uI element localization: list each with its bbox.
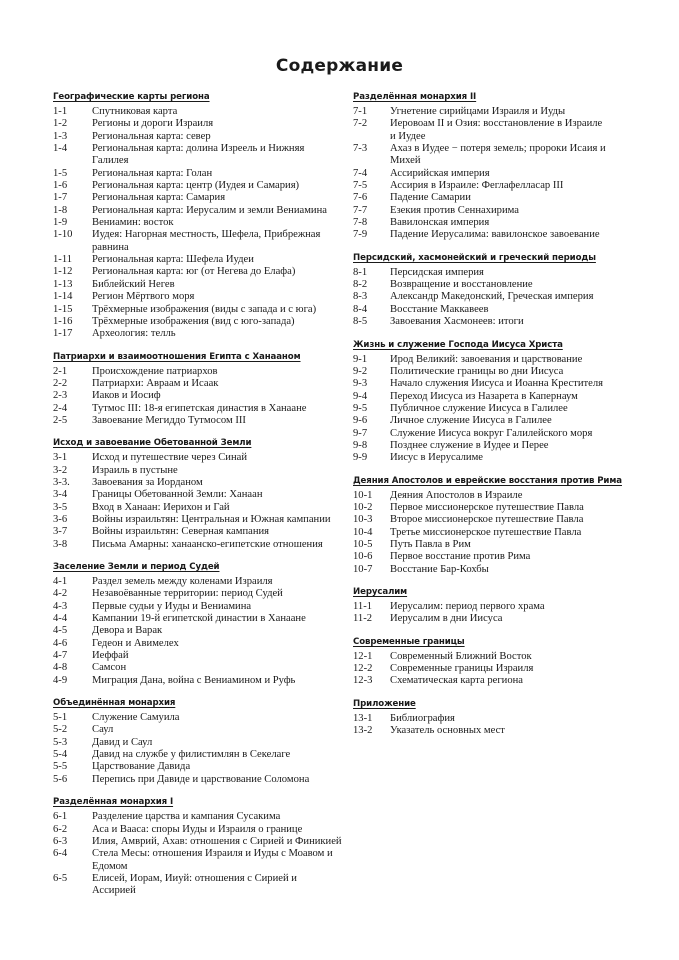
entry-title: Возвращение и восстановление <box>390 279 533 291</box>
entry-title: Войны израильтян: Северная кампания <box>92 526 270 538</box>
toc-entry[interactable] <box>53 291 343 303</box>
entry-title: Ахаз в Иудее − потеря земель; пророки Исаия и Михей <box>390 143 606 167</box>
section-heading: Объединённая монархия <box>53 698 176 709</box>
entry-number: 10-7 <box>353 563 373 575</box>
entry-title: Завоевание Мегиддо Тутмосом III <box>92 414 246 426</box>
toc-entry[interactable] <box>353 291 653 303</box>
toc-section <box>353 92 653 242</box>
toc-section <box>53 438 343 551</box>
entry-number: 1-2 <box>53 118 68 130</box>
toc-entry[interactable] <box>53 106 343 118</box>
entry-number: 1-9 <box>53 217 68 229</box>
entry-title: Царствование Давида <box>92 761 191 773</box>
toc-entry[interactable] <box>53 217 343 229</box>
entry-number: 3-1 <box>53 452 68 464</box>
entry-number: 8-2 <box>353 279 368 291</box>
entry-title: Региональная карта: Шефела Иудеи <box>92 254 254 266</box>
toc-entry[interactable] <box>353 663 653 675</box>
entry-number: 7-5 <box>353 180 368 192</box>
section-heading: Заселение Земли и период Судей <box>53 562 220 572</box>
entry-title: Самсон <box>92 662 127 674</box>
toc-entry[interactable] <box>353 192 653 204</box>
toc-column-right <box>353 92 653 748</box>
entry-title: Езекия против Сеннахирима <box>390 204 519 216</box>
toc-entry[interactable] <box>353 205 653 217</box>
section-heading: Персидский, хасмонейский и греческий периоды <box>353 252 596 263</box>
entry-title: Иаков и Иосиф <box>92 390 161 402</box>
toc-entry[interactable] <box>353 527 653 539</box>
entry-title: Схематическая карта региона <box>390 675 524 687</box>
entry-title: Девора и Варак <box>92 625 163 637</box>
entry-title: Региональная карта: Самария <box>92 192 226 204</box>
entry-title: Аса и Вааса: споры Иуды и Израиля о границе <box>92 823 303 835</box>
entry-title: Служение Иисуса вокруг Галилейского моря <box>390 427 593 439</box>
entry-number: 1-3 <box>53 130 68 142</box>
section-heading: Разделённая монархия I <box>53 797 174 808</box>
entry-title: Служение Самуила <box>92 712 180 724</box>
toc-entry[interactable] <box>53 749 343 761</box>
toc-entry[interactable] <box>53 588 343 600</box>
entry-number: 10-3 <box>353 514 373 526</box>
toc-entry[interactable] <box>353 651 653 663</box>
toc-section <box>353 699 653 738</box>
entry-number: 1-8 <box>53 204 68 216</box>
entry-number: 9-7 <box>353 427 368 439</box>
entry-number: 6-4 <box>53 848 68 860</box>
toc-entry[interactable] <box>353 613 653 625</box>
toc-entry[interactable] <box>53 328 343 340</box>
entry-title: Ирод Великий: завоевания и царствование <box>390 353 583 365</box>
toc-entry[interactable] <box>353 267 653 279</box>
entry-number: 7-6 <box>353 192 368 204</box>
toc-entry[interactable] <box>353 502 653 514</box>
toc-section <box>53 797 343 897</box>
toc-entry[interactable] <box>353 217 653 229</box>
entry-number: 5-1 <box>53 712 68 724</box>
toc-entry[interactable] <box>53 452 343 464</box>
entry-number: 8-3 <box>353 291 368 303</box>
entry-number: 7-3 <box>353 143 368 155</box>
entry-title: Указатель основных мест <box>390 725 505 737</box>
toc-entry[interactable] <box>353 354 653 366</box>
toc-entry[interactable] <box>353 601 653 613</box>
toc-entry[interactable] <box>53 143 343 168</box>
toc-entry[interactable] <box>353 675 653 687</box>
toc-entry[interactable] <box>53 625 343 637</box>
toc-section <box>53 92 343 341</box>
entry-title: Деяния Апостолов в Израиле <box>390 489 523 501</box>
entry-number: 9-4 <box>353 390 368 402</box>
toc-entry[interactable] <box>53 576 343 588</box>
entry-title: Исход и путешествие через Синай <box>92 452 247 464</box>
entry-title: Перепись при Давиде и царствование Соломона <box>92 773 310 785</box>
entry-number: 3-4 <box>53 489 68 501</box>
toc-column-left <box>53 92 343 909</box>
entry-number: 2-2 <box>53 377 68 389</box>
entry-title: Публичное служение Иисуса в Галилее <box>390 402 568 414</box>
toc-entry[interactable] <box>53 724 343 736</box>
toc-entry[interactable] <box>53 848 343 873</box>
entry-number: 3-5 <box>53 501 68 513</box>
section-heading: Приложение <box>353 698 416 709</box>
toc-entry[interactable] <box>53 613 343 625</box>
entry-title: Спутниковая карта <box>92 106 178 117</box>
toc-entry[interactable] <box>353 106 653 118</box>
toc-entry[interactable] <box>53 774 343 786</box>
toc-entry[interactable] <box>53 737 343 749</box>
entry-title: Завоевания за Иорданом <box>92 476 203 488</box>
entry-title: Иерусалим: период первого храма <box>390 601 545 612</box>
entry-number: 9-9 <box>353 452 368 464</box>
entry-number: 7-1 <box>353 106 368 117</box>
toc-entry[interactable] <box>53 650 343 662</box>
entry-number: 6-3 <box>53 835 68 847</box>
entry-title: Библиография <box>390 712 455 724</box>
entry-title: Завоевания Хасмонеев: итоги <box>390 316 524 328</box>
entry-title: Иеровоам II и Озия: восстановление в Израиле и Иудее <box>390 118 603 142</box>
entry-number: 4-6 <box>53 637 68 649</box>
toc-entry[interactable] <box>53 761 343 773</box>
entry-number: 4-1 <box>53 576 68 587</box>
toc-entry[interactable] <box>53 415 343 427</box>
toc-entry[interactable] <box>353 514 653 526</box>
entry-number: 8-5 <box>353 316 368 328</box>
entry-number: 5-3 <box>53 736 68 748</box>
entry-number: 11-2 <box>353 613 373 625</box>
toc-entry[interactable] <box>53 811 343 823</box>
toc-entry[interactable] <box>353 366 653 378</box>
entry-number: 7-8 <box>353 217 368 229</box>
toc-entry[interactable] <box>53 316 343 328</box>
entry-title: Трёхмерные изображения (вид с юго-запада) <box>92 315 295 327</box>
section-heading: Жизнь и служение Господа Иисуса Христа <box>353 339 563 350</box>
entry-title: Иеффай <box>92 650 129 662</box>
entry-number: 7-2 <box>353 118 368 130</box>
entry-title: Первое миссионерское путешествие Павла <box>390 501 584 513</box>
toc-entry[interactable] <box>53 131 343 143</box>
entry-title: Израиль в пустыне <box>92 464 178 476</box>
toc-entry[interactable] <box>53 168 343 180</box>
entry-number: 4-9 <box>53 674 68 686</box>
entry-title: Позднее служение в Иудее и Перее <box>390 439 549 451</box>
toc-section <box>353 476 653 576</box>
entry-title: Илия, Амврий, Ахав: отношения с Сирией и Финикией <box>92 835 342 847</box>
entry-title: Иисус в Иерусалиме <box>390 452 483 464</box>
section-heading: Географические карты региона <box>53 92 210 102</box>
entry-number: 2-4 <box>53 402 68 414</box>
entry-number: 4-5 <box>53 625 68 637</box>
entry-title: Современные границы Израиля <box>390 663 534 675</box>
section-heading: Современные границы <box>353 636 465 647</box>
entry-title: Региональная карта: центр (Иудея и Самария) <box>92 180 300 192</box>
entry-number: 1-11 <box>53 254 73 266</box>
entry-title: Второе миссионерское путешествие Павла <box>390 514 584 526</box>
section-heading: Исход и завоевание Обетованной Земли <box>53 438 252 449</box>
toc-entry[interactable] <box>353 490 653 502</box>
entry-number: 13-1 <box>353 712 373 724</box>
entry-title: Гедеон и Авимелех <box>92 637 179 649</box>
entry-number: 3-7 <box>53 526 68 538</box>
entry-title: Давид и Саул <box>92 736 153 748</box>
toc-entry[interactable] <box>53 675 343 687</box>
toc-entry[interactable] <box>353 539 653 551</box>
toc-entry[interactable] <box>353 279 653 291</box>
toc-section <box>53 698 343 786</box>
entry-number: 12-3 <box>353 675 373 687</box>
toc-entry[interactable] <box>53 465 343 477</box>
page-title: Содержание <box>275 56 404 76</box>
toc-entry[interactable] <box>53 477 343 489</box>
toc-entry[interactable] <box>353 725 653 737</box>
entry-title: Региональная карта: Иерусалим и земли Вениамина <box>92 204 327 216</box>
entry-number: 1-6 <box>53 180 68 192</box>
entry-title: Археология: телль <box>92 328 176 340</box>
toc-entry[interactable] <box>353 180 653 192</box>
entry-number: 4-4 <box>53 613 68 625</box>
toc-entry[interactable] <box>53 514 343 526</box>
entry-number: 7-7 <box>353 204 368 216</box>
entry-title: Раздел земель между коленами Израиля <box>92 576 273 587</box>
toc-entry[interactable] <box>53 229 343 254</box>
entry-number: 1-7 <box>53 192 68 204</box>
entry-title: Александр Македонский, Греческая империя <box>390 291 594 303</box>
toc-section <box>53 562 343 687</box>
entry-number: 12-2 <box>353 663 373 675</box>
entry-title: Тутмос III: 18-я египетская династия в Ханаане <box>92 402 307 414</box>
entry-number: 3-2 <box>53 464 68 476</box>
entry-number: 8-1 <box>353 266 368 278</box>
entry-number: 2-5 <box>53 414 68 426</box>
entry-number: 6-2 <box>53 823 68 835</box>
entry-number: 9-1 <box>353 353 368 365</box>
entry-title: Региональная карта: Голан <box>92 167 213 179</box>
entry-number: 1-10 <box>53 229 73 241</box>
entry-title: Падение Иерусалима: вавилонское завоевание <box>390 229 600 241</box>
entry-title: Саул <box>92 724 114 736</box>
entry-number: 9-3 <box>353 378 368 390</box>
entry-title: Ассирийская империя <box>390 167 490 179</box>
entry-title: Регион Мёртвого моря <box>92 291 195 303</box>
section-heading: Деяния Апостолов и еврейские восстания против Рима <box>353 475 622 486</box>
entry-title: Кампании 19-й египетской династии в Ханаане <box>92 613 306 625</box>
entry-title: Библейский Негев <box>92 278 175 290</box>
toc-entry[interactable] <box>53 378 343 390</box>
entry-number: 4-3 <box>53 600 68 612</box>
toc-entry[interactable] <box>353 403 653 415</box>
entry-number: 10-6 <box>353 551 373 563</box>
entry-title: Стела Месы: отношения Израиля и Иуды с Моавом и Едомом <box>92 848 333 872</box>
toc-entry[interactable] <box>353 168 653 180</box>
entry-number: 10-2 <box>353 501 373 513</box>
toc-entry[interactable] <box>53 192 343 204</box>
entry-title: Регионы и дороги Израиля <box>92 118 214 130</box>
toc-entry[interactable] <box>53 254 343 266</box>
entry-number: 9-8 <box>353 439 368 451</box>
entry-title: Вход в Ханаан: Иерихон и Гай <box>92 501 230 513</box>
entry-number: 1-17 <box>53 328 73 340</box>
toc-entry[interactable] <box>53 403 343 415</box>
entry-number: 5-2 <box>53 724 68 736</box>
entry-title: Восстание Бар-Кохбы <box>390 563 489 575</box>
toc-entry[interactable] <box>353 229 653 241</box>
toc-section <box>353 253 653 329</box>
entry-title: Разделение царства и кампания Сусакима <box>92 811 281 823</box>
section-heading: Иерусалим <box>353 587 408 597</box>
entry-title: Миграция Дана, война с Вениамином и Руфь <box>92 674 296 686</box>
entry-title: Региональная карта: долина Изреель и Нижняя Галилея <box>92 143 305 167</box>
entry-title: Первое восстание против Рима <box>390 551 531 563</box>
entry-number: 1-14 <box>53 291 73 303</box>
entry-title: Елисей, Иорам, Ииуй: отношения с Сирией и Ассирией <box>92 872 297 897</box>
toc-entry[interactable] <box>53 118 343 130</box>
entry-number: 5-5 <box>53 761 68 773</box>
entry-title: Региональная карта: юг (от Негева до Елафа) <box>92 266 296 278</box>
toc-entry[interactable] <box>353 118 653 143</box>
entry-title: Путь Павла в Рим <box>390 538 471 550</box>
toc-section <box>53 352 343 428</box>
entry-title: Личное служение Иисуса в Галилее <box>390 415 552 427</box>
toc-entry[interactable] <box>353 316 653 328</box>
toc-entry[interactable] <box>353 391 653 403</box>
entry-number: 4-2 <box>53 588 68 600</box>
toc-entry[interactable] <box>353 713 653 725</box>
entry-title: Давид на службе у филистимлян в Секелаге <box>92 749 291 761</box>
toc-entry[interactable] <box>53 304 343 316</box>
entry-title: Современный Ближний Восток <box>390 650 532 662</box>
entry-title: Патриархи: Авраам и Исаак <box>92 377 219 389</box>
entry-number: 1-16 <box>53 315 73 327</box>
toc-entry[interactable] <box>53 824 343 836</box>
entry-title: Вениамин: восток <box>92 217 174 229</box>
toc-entry[interactable] <box>353 143 653 168</box>
entry-number: 7-4 <box>353 167 368 179</box>
entry-title: Войны израильтян: Центральная и Южная кампании <box>92 513 331 525</box>
entry-title: Ассирия в Израиле: Феглафелласар III <box>390 180 564 192</box>
toc-entry[interactable] <box>353 452 653 464</box>
entry-title: Восстание Маккавеев <box>390 303 489 315</box>
toc-entry[interactable] <box>353 428 653 440</box>
entry-title: Письма Амарны: ханаанско-египетские отношения <box>92 538 323 550</box>
toc-entry[interactable] <box>53 366 343 378</box>
toc-entry[interactable] <box>53 836 343 848</box>
entry-number: 12-1 <box>353 650 373 662</box>
entry-number: 2-3 <box>53 390 68 402</box>
toc-entry[interactable] <box>53 489 343 501</box>
entry-title: Политические границы во дни Иисуса <box>390 365 564 377</box>
entry-number: 4-7 <box>53 650 68 662</box>
entry-number: 9-6 <box>353 415 368 427</box>
section-heading: Патриархи и взаимоотношения Египта с Ханааном <box>53 351 301 362</box>
entry-title: Трёхмерные изображения (виды с запада и с юга) <box>92 303 317 315</box>
entry-title: Незавоёванные территории: период Судей <box>92 588 283 600</box>
entry-title: Иерусалим в дни Иисуса <box>390 613 503 625</box>
toc-entry[interactable] <box>53 180 343 192</box>
entry-number: 8-4 <box>353 303 368 315</box>
entry-number: 7-9 <box>353 229 368 241</box>
toc-entry[interactable] <box>53 662 343 674</box>
entry-number: 1-1 <box>53 106 68 117</box>
entry-number: 9-5 <box>353 402 368 414</box>
toc-entry[interactable] <box>53 712 343 724</box>
toc-entry[interactable] <box>53 526 343 538</box>
entry-title: Переход Иисуса из Назарета в Капернаум <box>390 390 578 402</box>
entry-number: 9-2 <box>353 365 368 377</box>
entry-number: 1-12 <box>53 266 73 278</box>
section-heading: Разделённая монархия II <box>353 92 477 102</box>
entry-title: Вавилонская империя <box>390 217 490 229</box>
entry-title: Региональная карта: север <box>92 130 211 142</box>
entry-number: 10-1 <box>353 489 373 501</box>
entry-number: 2-1 <box>53 365 68 377</box>
toc-entry[interactable] <box>53 638 343 650</box>
toc-entry[interactable] <box>353 564 653 576</box>
toc-entry[interactable] <box>53 390 343 402</box>
entry-number: 6-1 <box>53 811 68 823</box>
entry-title: Иудея: Нагорная местность, Шефела, Прибрежная равнина <box>92 229 321 253</box>
entry-number: 4-8 <box>53 662 68 674</box>
entry-number: 1-4 <box>53 143 68 155</box>
entry-number: 3-3. <box>53 476 70 488</box>
toc-entry[interactable] <box>53 873 343 898</box>
entry-number: 1-5 <box>53 167 68 179</box>
entry-number: 5-4 <box>53 749 68 761</box>
entry-number: 13-2 <box>353 725 373 737</box>
entry-number: 10-4 <box>353 526 373 538</box>
entry-title: Падение Самарии <box>390 192 471 204</box>
entry-number: 10-5 <box>353 538 373 550</box>
toc-entry[interactable] <box>353 415 653 427</box>
toc-entry[interactable] <box>53 266 343 278</box>
toc-entry[interactable] <box>53 502 343 514</box>
entry-title: Происхождение патриархов <box>92 365 218 377</box>
toc-entry[interactable] <box>53 601 343 613</box>
entry-title: Угнетение сирийцами Израиля и Иуды <box>390 106 566 117</box>
toc-entry[interactable] <box>53 279 343 291</box>
entry-number: 3-6 <box>53 513 68 525</box>
toc-entry[interactable] <box>353 378 653 390</box>
entry-number: 11-1 <box>353 601 373 612</box>
entry-number: 1-15 <box>53 303 73 315</box>
entry-title: Начало служения Иисуса и Иоанна Крестителя <box>390 378 604 390</box>
entry-number: 5-6 <box>53 773 68 785</box>
toc-section <box>353 637 653 688</box>
entry-number: 1-13 <box>53 278 73 290</box>
entry-title: Первые судьи у Иуды и Вениамина <box>92 600 252 612</box>
toc-section <box>353 340 653 465</box>
entry-title: Третье миссионерское путешествие Павла <box>390 526 582 538</box>
toc-entry[interactable] <box>53 539 343 551</box>
entry-number: 3-8 <box>53 538 68 550</box>
toc-entry[interactable] <box>353 551 653 563</box>
toc-section <box>353 587 653 626</box>
entry-number: 6-5 <box>53 872 68 884</box>
entry-title: Границы Обетованной Земли: Ханаан <box>92 489 263 501</box>
toc-entry[interactable] <box>353 440 653 452</box>
entry-title: Персидская империя <box>390 266 484 278</box>
toc-entry[interactable] <box>53 205 343 217</box>
toc-entry[interactable] <box>353 304 653 316</box>
